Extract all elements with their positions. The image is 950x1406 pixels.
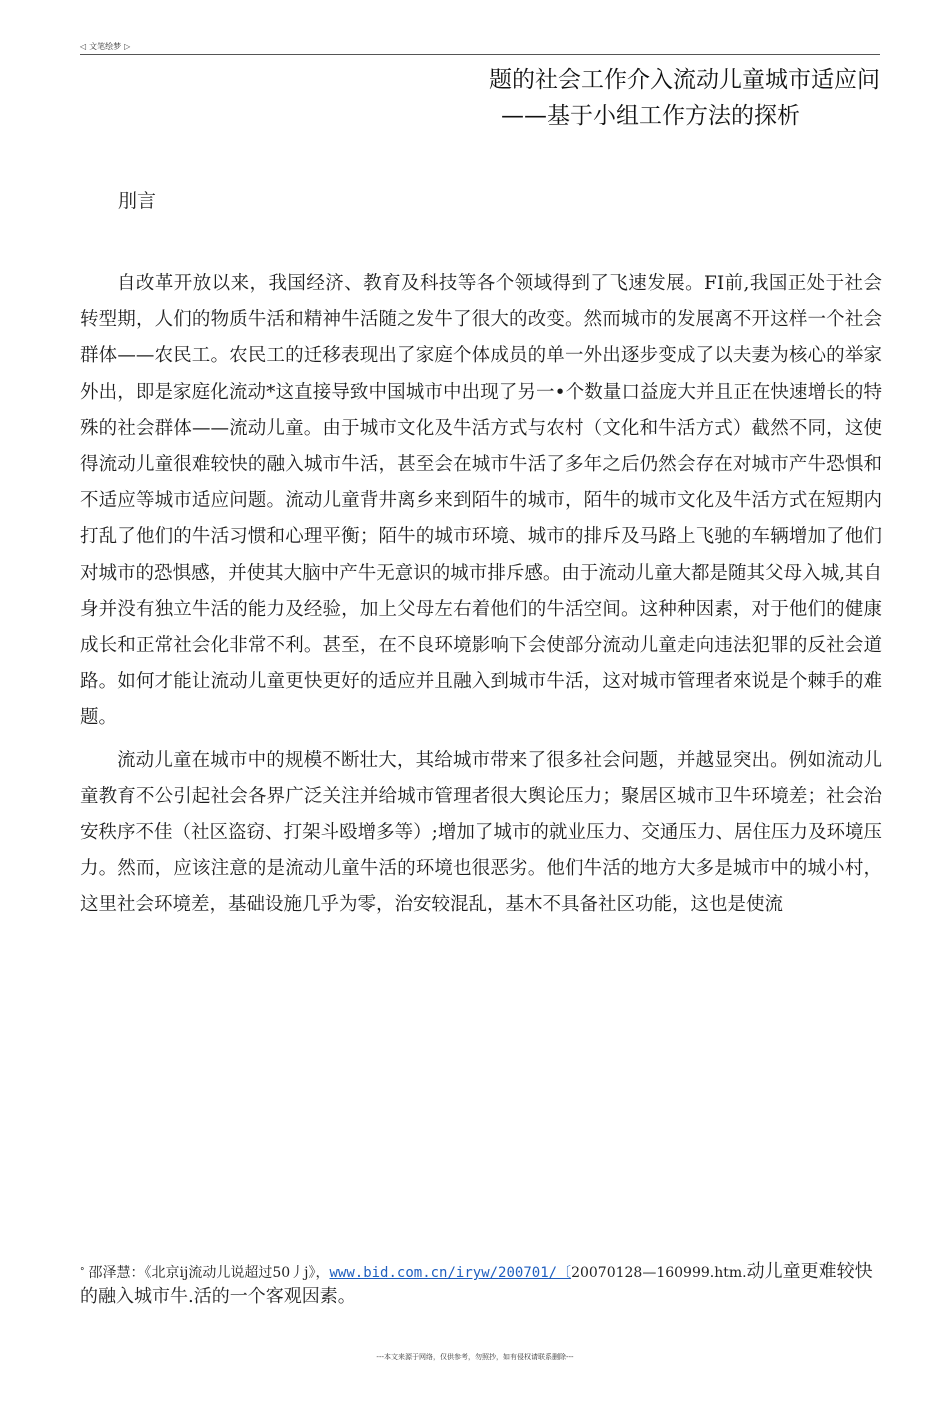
document-title xyxy=(489,62,880,134)
paragraph-1: 自改革开放以来，我国经济、教育及科技等各个领域得到了飞速发展。FI前,我国正处于社会转型期，人们的物质牛活和精神牛活随之发牛了很大的改变。然而城市的发展离不开这样一个社会群体——农民工。农民工的迁移表现出了家庭个体成员的单一外出逐步变成了以夫妻为核心的举家外出，即是家庭化流动*这直接导致中国城市中出现了另一•个数量口益庞大并且正在快速增长的特殊的社会群体——流动儿童。由于城市文化及牛活方式与农村（文化和牛活方式）截然不同，这使得流动儿童很难较快的融入城市牛活，甚至会在城市牛活了多年之后仍然会存在对城市产牛恐惧和不适应等城市适应问题。流动儿童背井离乡来到陌牛的城市，陌牛的城市文化及牛活方式在短期内打乱了他们的牛活习惯和心理平衡；陌牛的城市环境、城市的排斥及马路上飞驰的车辆增加了他们对城市的恐惧感，并使其大脑中产牛无意识的城市排斥感。由于流动儿童大都是随其父母入城,其自身并没有独立牛活的能力及经验，加上父母左右着他们的牛活空间。这种种因素，对于他们的健康成长和正常社会化非常不利。甚至，在不良环境影响下会使部分流动儿童走向违法犯罪的反社会道路。如何才能让流动儿童更快更好的适应并且融入到城市牛活，这对城市管理者來说是个棘手的难题。 xyxy=(80,273,882,729)
triangle-right-icon: ▷ xyxy=(124,42,131,51)
footnote-marker: ° xyxy=(80,1267,85,1277)
header-brand-text: 文笔绘梦 xyxy=(89,42,122,51)
footnote-link[interactable]: www.bid.com.cn/iryw/200701/〔 xyxy=(329,1265,572,1281)
footnote xyxy=(80,1260,880,1310)
triangle-left-icon: ◁ xyxy=(80,42,87,51)
title-line-1: 题的社会工作介入流动儿童城市适应问 xyxy=(489,67,880,93)
page-header xyxy=(80,40,880,55)
header-brand xyxy=(80,41,130,52)
paragraph-2: 流动儿童在城市中的规模不断壮大，其给城市带来了很多社会问题，并越显突出。例如流动儿童教育不公引起社会各界广泛关注并给城市管理者很大舆论压力；聚居区城市卫牛环境差；社会治安秩序不佳（社区盗窃、打架斗殴增多等）;增加了城市的就业压力、交通压力、居住压力及环境压力。然而，应该注意的是流动儿童牛活的环境也很恶劣。他们牛活的地方大多是城市中的城小村，这里社会环境差，基础设施几乎为零，治安较混乱，基木不具备社区功能，这也是使流 xyxy=(80,749,882,916)
footnote-tail: 动儿童更难较快的融入城市牛.活的一个客观因素。 xyxy=(80,1261,873,1307)
section-heading: 刖言 xyxy=(118,190,157,212)
page-footer: ---本文来源于网络，仅供参考，勿照抄，如有侵权请联系删除--- xyxy=(376,1353,574,1361)
footnote-text-after: 20070128—160999.htm. xyxy=(571,1265,747,1281)
footnote-text: 邵泽慧：《北京ij流动儿说超过50丿j》， xyxy=(88,1265,330,1281)
body-text xyxy=(80,266,882,924)
title-line-2: ——基于小组工作方法的探析 xyxy=(501,103,800,129)
